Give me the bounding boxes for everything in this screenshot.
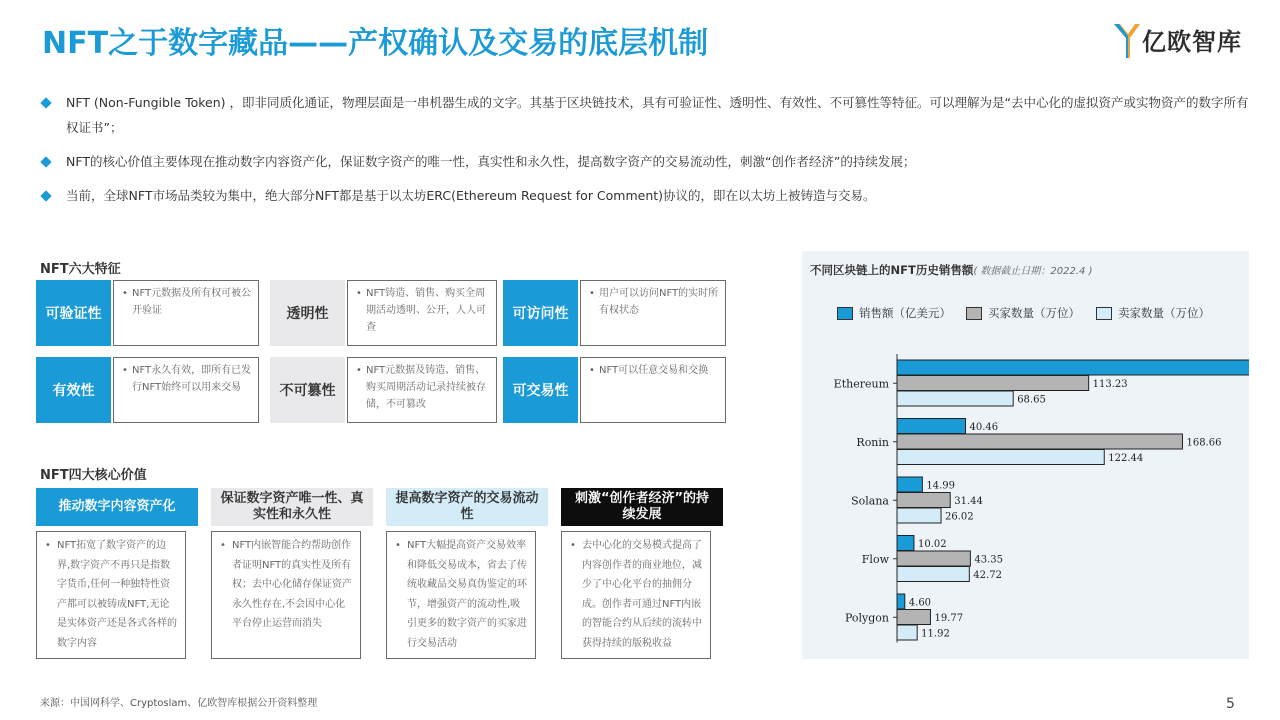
bar-solana-series-0 xyxy=(897,477,922,492)
data-label: 122.44 xyxy=(1108,453,1144,464)
value-head-liquidity: 提高数字资产的交易流动性 xyxy=(386,488,548,526)
page-number: 5 xyxy=(1226,696,1235,712)
value-desc-assetization: • NFT拓宽了数字资产的边界,数字资产不再只是指数字货币,任何一种独特性资产都可以被铸成NFT,无论是实体资产还是各式各样的数字内容 xyxy=(36,531,186,659)
bar-polygon-series-2 xyxy=(897,625,917,640)
feature-desc-valid: • NFT永久有效，即所有已发行NFT始终可以用来交易 xyxy=(113,357,259,423)
legend-swatch xyxy=(837,307,853,320)
legend-swatch xyxy=(966,307,982,320)
logo-text: 亿欧智库 xyxy=(1142,28,1242,56)
value-desc-creator-economy: • 去中心化的交易模式提高了内容创作者的商业地位，减少了中心化平台的抽佣分成。创作者可通过NFT内嵌的智能合约从后续的流转中获得持续的版税收益 xyxy=(561,531,711,659)
data-label: 10.02 xyxy=(917,539,947,550)
legend-swatch xyxy=(1096,307,1112,320)
data-label: 11.92 xyxy=(921,628,950,640)
category-label: Solana xyxy=(851,494,889,508)
bar-chart xyxy=(802,340,1249,650)
bar-ronin-series-1 xyxy=(897,434,1182,449)
bullet-item: 当前，全球NFT市场品类较为集中，绝大部分NFT都是基于以太坊ERC(Ethereum Request for Comment)协议的，即在以太坊上被铸造与交易。 xyxy=(40,183,1250,208)
diamond-bullet-icon xyxy=(40,156,51,167)
bar-ethereum-series-2 xyxy=(897,391,1013,406)
category-label: Ethereum xyxy=(833,377,889,391)
category-label: Polygon xyxy=(844,611,889,625)
bar-flow-series-0 xyxy=(897,536,914,551)
legend-item-buyers: 买家数量（万位） xyxy=(966,305,1080,321)
data-label: 42.72 xyxy=(973,570,1002,581)
data-label: 40.46 xyxy=(969,422,999,433)
intro-bullets xyxy=(40,90,1250,217)
data-label: 113.23 xyxy=(1092,379,1128,390)
bar-flow-series-2 xyxy=(897,567,969,582)
legend-item-sales: 销售额（亿美元） xyxy=(837,305,951,321)
feature-desc-accessible: • 用户可以访问NFT的实时所有权状态 xyxy=(580,280,726,346)
feature-label-transparent: 透明性 xyxy=(270,280,345,346)
data-label: 168.66 xyxy=(1186,437,1222,449)
bar-ronin-series-0 xyxy=(897,419,965,434)
bar-solana-series-1 xyxy=(897,493,950,508)
feature-desc-verifiable: • NFT元数据及所有权可被公开验证 xyxy=(113,280,259,346)
bar-ronin-series-2 xyxy=(897,450,1104,465)
feature-desc-immutable: • NFT元数据及铸造、销售、购买周期活动记录持续被存储，不可篡改 xyxy=(347,357,497,423)
bullet-item: NFT的核心价值主要体现在推动数字内容资产化，保证数字资产的唯一性，真实性和永久性，提高数字资产的交易流动性，刺激“创作者经济”的持续发展； xyxy=(40,149,1250,174)
bar-polygon-series-1 xyxy=(897,610,930,625)
feature-label-verifiable: 可验证性 xyxy=(36,280,111,346)
diamond-bullet-icon xyxy=(40,190,51,201)
chart-subtitle: ( 数据截止日期：2022.4 ) xyxy=(973,266,1093,277)
bullet-item: NFT (Non-Fungible Token) ，即非同质化通证，物理层面是一串机器生成的文字。其基于区块链技术，具有可验证性、透明性、有效性、不可篡性等特征。可以理解为是“去中心化的虚拟资产或实物资产的数字所有权证书”； xyxy=(40,90,1250,140)
page-title: NFT之于数字藏品——产权确认及交易的底层机制 xyxy=(42,26,709,61)
diamond-bullet-icon xyxy=(40,97,51,108)
feature-label-tradable: 可交易性 xyxy=(503,357,578,423)
bar-polygon-series-0 xyxy=(897,594,905,609)
chart-title: 不同区块链上的NFT历史销售额( 数据截止日期：2022.4 ) xyxy=(810,263,1093,277)
legend-item-sellers: 卖家数量（万位） xyxy=(1096,305,1210,321)
features-section-title: NFT六大特征 xyxy=(40,262,121,277)
data-label: 31.44 xyxy=(954,496,983,507)
value-desc-uniqueness: • NFT内嵌智能合约帮助创作者证明NFT的真实性及所有权；去中心化储存保证资产永久性存在,不会因中心化平台停止运营而消失 xyxy=(211,531,361,659)
feature-label-accessible: 可访问性 xyxy=(503,280,578,346)
value-head-assetization: 推动数字内容资产化 xyxy=(36,488,198,526)
feature-label-valid: 有效性 xyxy=(36,357,111,423)
bar-ethereum-series-1 xyxy=(897,376,1089,391)
data-label: 19.77 xyxy=(934,613,964,624)
bar-ethereum-series-0 xyxy=(897,360,1249,375)
feature-label-immutable: 不可篡性 xyxy=(270,357,345,423)
logo-icon xyxy=(1112,20,1142,60)
data-label: 43.35 xyxy=(974,554,1004,566)
value-head-creator-economy: 刺激“创作者经济”的持续发展 xyxy=(561,488,723,526)
value-head-uniqueness: 保证数字资产唯一性、真实性和永久性 xyxy=(211,488,373,526)
data-label: 14.99 xyxy=(926,480,956,492)
category-label: Ronin xyxy=(856,435,889,449)
data-label: 26.02 xyxy=(945,511,974,523)
data-label: 4.60 xyxy=(908,597,932,609)
data-label: 68.65 xyxy=(1017,394,1046,406)
feature-desc-tradable: • NFT可以任意交易和交换 xyxy=(580,357,726,423)
feature-desc-transparent: • NFT铸造、销售、购买全周期活动透明、公开，人人可查 xyxy=(347,280,497,346)
bar-solana-series-2 xyxy=(897,508,941,523)
values-section-title: NFT四大核心价值 xyxy=(40,468,147,483)
source-note: 来源：中国网科学、Cryptoslam、亿欧智库根据公开资料整理 xyxy=(40,698,318,709)
value-desc-liquidity: • NFT大幅提高资产交易效率和降低交易成本，省去了传统收藏品交易真伪鉴定的环节，增强资产的流动性,吸引更多的数字资产的买家进行交易活动 xyxy=(386,531,536,659)
category-label: Flow xyxy=(861,552,889,566)
bar-flow-series-1 xyxy=(897,551,970,566)
